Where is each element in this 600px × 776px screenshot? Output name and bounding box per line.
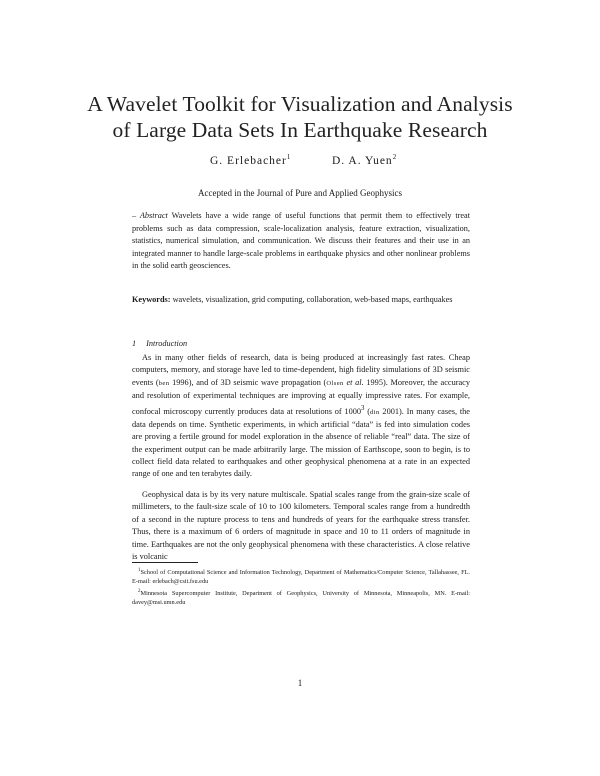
abstract: [132, 210, 470, 273]
keywords-label: Keywords:: [132, 295, 171, 304]
footnote-1-text: School of Computational Science and Information Technology, Department of Mathematics/Computer Science, Tallahassee, FL. E-mail: erlebach@csit.fsu.edu: [132, 569, 470, 586]
keywords: [132, 294, 470, 307]
text-run: 2001). In many cases, the data depends on time. Synthetic experiments, in which artificial “data” is fed into simulation codes are proving a fertile ground for model exploration in the absence of reliable “real” data. The size of the experiment output can be made arbitrarily large. The mission of Earthscope, soon to begin, is to collect field data related to earthquakes and other geophysical phenomena at a rate in an expected range of one and ten terabytes daily.: [132, 406, 470, 479]
paper-title-line-2: of Large Data Sets In Earthquake Research: [112, 118, 488, 142]
author-1-name: G. Erlebacher: [210, 155, 287, 167]
text-run: 1995). Moreover, the accuracy and resolution of experimental techniques are improving at equally impressive rates. For example, confocal microscopy currently produces data at resolutions of 1000: [132, 377, 471, 416]
footnote-1: [132, 566, 470, 587]
intro-paragraph-2: Geophysical data is by its very nature multiscale. Spatial scales range from the grain-size scale of millimeters, to the fault-size scale of 10 to 100 kilometers. Temporal scales range from a hundredth of a second in the rupture process to tens and hundreds of years for the earthquake stress transfer. Thus, there is a maximum of 6 orders of magnitude in space and 10 to 11 orders of magnitude in time. Earthquakes are not the only geophysical phenomena with these characteristics. A close relative is volcanic: [132, 490, 470, 562]
superscript: 3: [361, 404, 365, 412]
keywords-text: wavelets, visualization, grid computing, collaboration, web-based maps, earthquakes: [172, 295, 453, 304]
footnote-2-mark: 2: [138, 589, 141, 594]
page-number: 1: [297, 678, 303, 688]
text-run: 1996), and of 3D seismic wave propagation (: [169, 377, 327, 387]
author-1-footnote-mark: 1: [286, 153, 291, 161]
author-2-footnote-mark: 2: [392, 153, 397, 161]
citation-olsen: Olsen: [326, 379, 344, 387]
citation-din: din: [370, 408, 380, 416]
footnote-2: [132, 587, 470, 608]
et-al: et al.: [346, 377, 364, 387]
paper-title-line-1: A Wavelet Toolkit for Visualization and Analysis: [87, 92, 513, 116]
footnote-rule: [132, 562, 198, 563]
author-2-name: D. A. Yuen: [332, 155, 393, 167]
author-1: [210, 153, 290, 167]
citation-ben: ben: [158, 379, 170, 387]
text-run: As in many other fields of research, data is being produced at increasingly fast rates. Cheap computers, memory, and storage have led to time-dependent, high fidelity simulations of 3D seismic events (: [132, 353, 470, 387]
section-title: Introduction: [146, 339, 188, 348]
author-2: [332, 153, 396, 167]
abstract-label: – Abstract: [132, 211, 168, 220]
section-number: 1: [132, 339, 137, 348]
text-run: (: [364, 406, 371, 416]
section-heading: [132, 339, 187, 348]
intro-paragraph-1: [132, 352, 470, 481]
footnote-1-mark: 1: [138, 568, 141, 573]
acceptance-note: Accepted in the Journal of Pure and Applied Geophysics: [198, 188, 402, 198]
abstract-text: Wavelets have a wide range of useful functions that permit them to effectively treat problems such as data compression, scale-localization analysis, feature extraction, visualization, statistics, numerical simulation, and communication. We discuss their features and their use in an integrated manner to handle large-scale problems in earthquake physics and other nonlinear problems in the solid earth geosciences.: [132, 211, 470, 271]
footnote-2-text: Minnesota Supercomputer Institute, Department of Geophysics, University of Minnesota, Minneapolis, MN. E-mail: davey@msi.umn.edu: [132, 590, 470, 607]
